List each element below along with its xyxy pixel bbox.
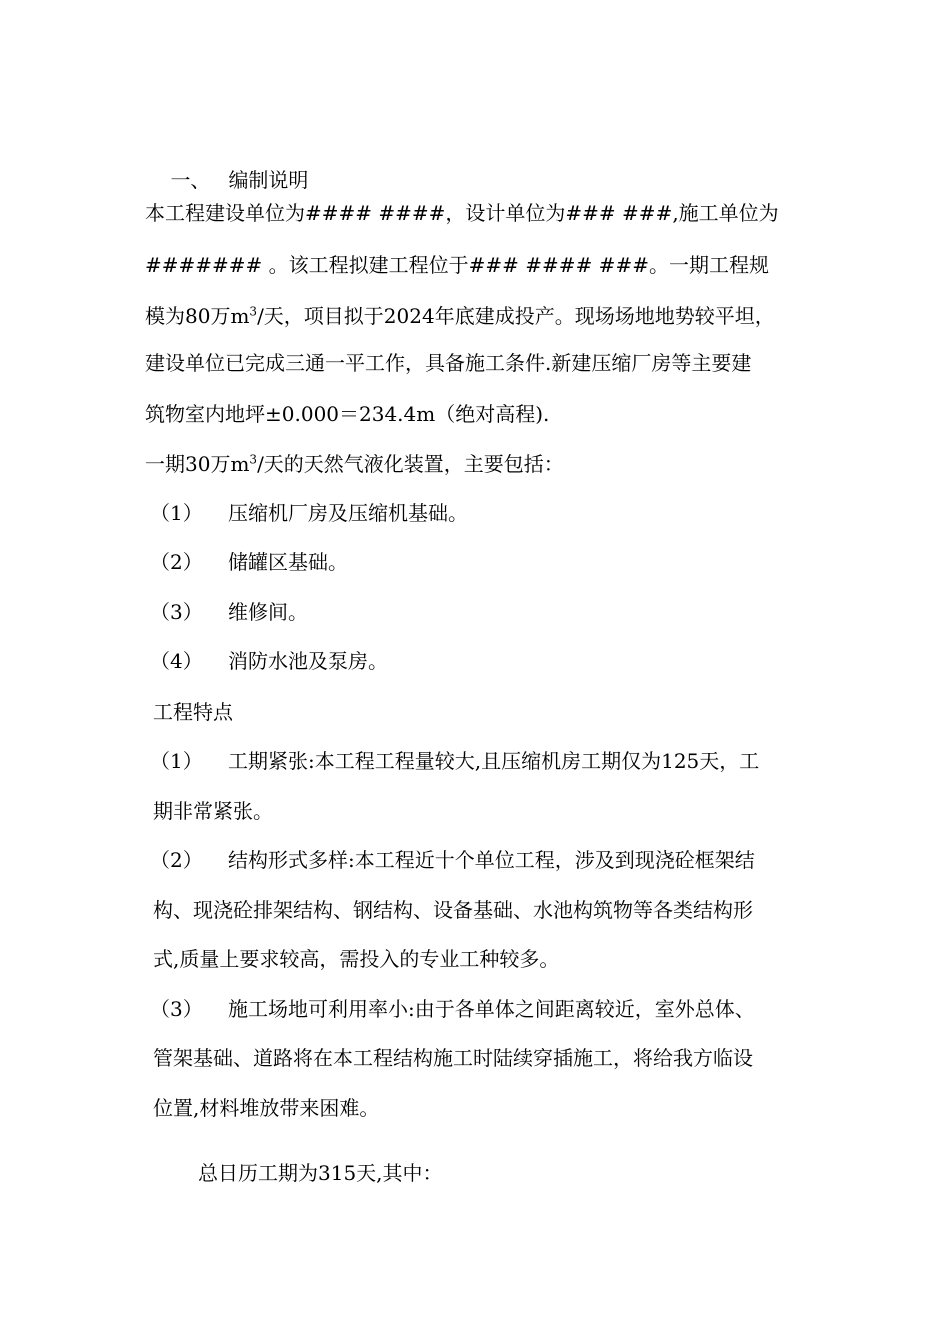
feature-item-continuation: 管架基础、道路将在本工程结构施工时陆续穿插施工，将给我方临设	[153, 1046, 753, 1070]
intro-line-2: ####### 。该工程拟建工程位于### #### ###。一期工程规	[145, 253, 769, 277]
feature-item-text: 施工场地可利用率小:由于各单体之间距离较近，室外总体、	[228, 997, 755, 1021]
intro-line-3-end: /天，项目拟于2024年底建成投产。现场场地地势较平坦，	[257, 304, 775, 328]
feature-item-continuation: 位置,材料堆放带来困难。	[153, 1096, 380, 1120]
phase1-line	[145, 450, 564, 478]
intro-line-1: 本工程建设单位为#### ####，设计单位为### ###,施工单位为	[145, 201, 779, 225]
section-number: 一、	[170, 168, 211, 192]
intro-line-5: 筑物室内地坪±0.000＝234.4m（绝对高程).	[145, 402, 550, 426]
phase1-end: /天的天然气液化装置，主要包括：	[257, 452, 564, 476]
scope-item	[150, 598, 308, 626]
feature-item-continuation: 期非常紧张。	[153, 799, 273, 823]
feature-item	[150, 995, 755, 1023]
scope-item	[150, 499, 468, 527]
feature-item-text: 结构形式多样:本工程近十个单位工程，涉及到现浇砼框架结	[228, 848, 755, 872]
schedule-line: 总日历工期为315天,其中：	[198, 1161, 443, 1185]
feature-item-number: （3）	[150, 997, 203, 1021]
intro-line-3-start: 模为80万m	[145, 304, 250, 328]
phase1-start: 一期30万m	[145, 452, 250, 476]
scope-item-text: 消防水池及泵房。	[228, 649, 388, 673]
scope-item	[150, 647, 388, 675]
scope-item-text: 维修间。	[228, 600, 308, 624]
scope-item	[150, 548, 348, 576]
intro-line-4: 建设单位已完成三通一平工作，具备施工条件.新建压缩厂房等主要建	[145, 351, 752, 375]
scope-item-text: 储罐区基础。	[228, 550, 348, 574]
section-title: 编制说明	[228, 168, 309, 192]
intro-line-3	[145, 302, 775, 330]
feature-item-number: （2）	[150, 848, 203, 872]
feature-item-text: 工期紧张:本工程工程量较大,且压缩机房工期仅为125天，工	[228, 749, 760, 773]
feature-item	[150, 747, 759, 775]
scope-item-number: （1）	[150, 501, 203, 525]
feature-item	[150, 846, 755, 874]
scope-item-number: （3）	[150, 600, 203, 624]
phase1-superscript: 3	[249, 452, 258, 467]
feature-item-continuation: 构、现浇砼排架结构、钢结构、设备基础、水池构筑物等各类结构形	[153, 898, 753, 922]
scope-item-number: （4）	[150, 649, 203, 673]
scope-item-number: （2）	[150, 550, 203, 574]
feature-item-number: （1）	[150, 749, 203, 773]
feature-item-continuation: 式,质量上要求较高，需投入的专业工种较多。	[153, 947, 560, 971]
intro-superscript: 3	[249, 304, 258, 319]
scope-item-text: 压缩机厂房及压缩机基础。	[228, 501, 468, 525]
features-heading: 工程特点	[153, 700, 233, 724]
